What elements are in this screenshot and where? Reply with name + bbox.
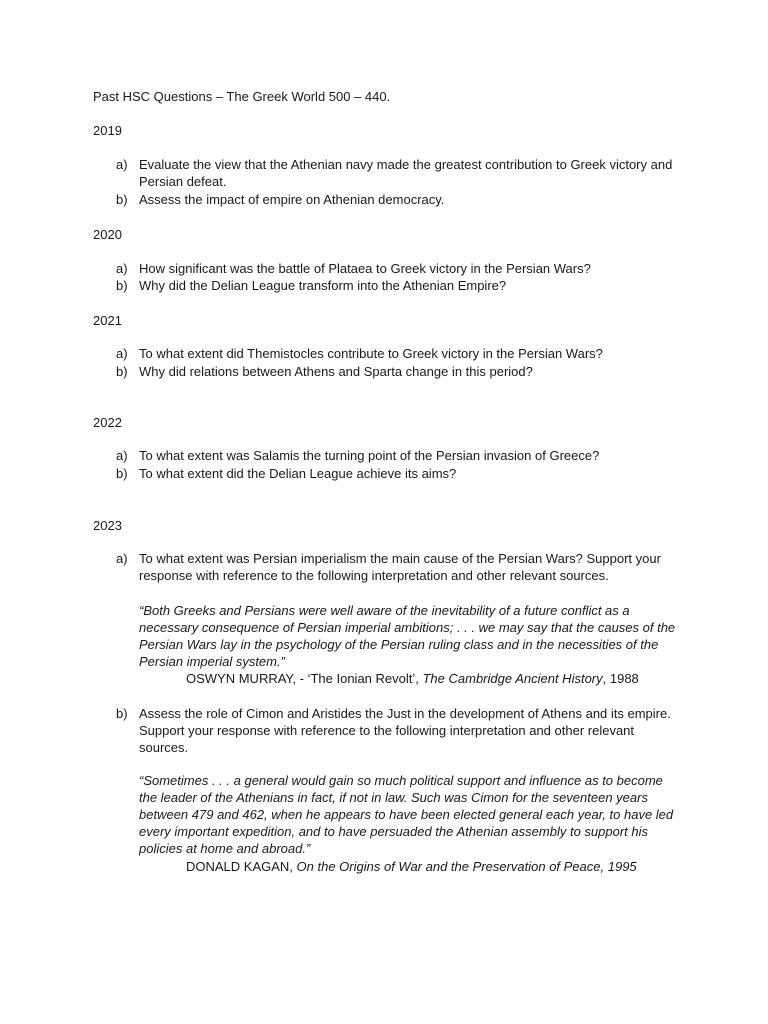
question-2021-a [116, 345, 676, 362]
year-heading-2020: 2020 [93, 227, 122, 242]
citation-work: The Cambridge Ancient History [422, 671, 603, 686]
question-label: b) [116, 466, 128, 481]
question-label: b) [116, 278, 128, 293]
question-2019-b [116, 191, 676, 208]
year-heading-2019: 2019 [93, 123, 122, 138]
question-2020-a [116, 260, 676, 277]
question-2022-b [116, 465, 676, 482]
source-quote-kagan: “Sometimes . . . a general would gain so much political support and influence as to become the leader of the Athenians in fact, if not in law. Such was Cimon for the seventeen years between 479 and 462, when he appears to have been elected general each year, to have led every important expedition, and to have persuaded the Athenian assembly to support his policies at home and abroad.” [139, 773, 674, 856]
citation-year: , 1988 [602, 671, 639, 686]
question-2020-b [116, 277, 676, 294]
source-citation-murray [186, 670, 706, 687]
question-text: Evaluate the view that the Athenian navy made the greatest contribution to Greek victory and Persian defeat. [139, 157, 673, 189]
question-text: Assess the impact of empire on Athenian democracy. [139, 192, 445, 207]
citation-author: DONALD KAGAN, [186, 859, 297, 874]
question-label: a) [116, 551, 128, 566]
question-2023-a [116, 550, 676, 584]
question-text: To what extent was Persian imperialism the main cause of the Persian Wars? Support your response with reference to the following interpretation and other relevant sources. [139, 551, 661, 583]
question-2021-b [116, 363, 676, 380]
question-text: Assess the role of Cimon and Aristides the Just in the development of Athens and its empire. Support your response with reference to the following interpretation and other relevant sources. [139, 706, 671, 755]
source-quote-murray: “Both Greeks and Persians were well aware of the inevitability of a future conflict as a necessary consequence of Persian imperial ambitions; . . . we may say that the causes of the Persian Wars lay in the psychology of the Persian ruling class and in the necessities of the Persian imperial system.” [139, 603, 676, 669]
question-label: b) [116, 192, 128, 207]
citation-author: OSWYN MURRAY, - ‘The Ionian Revolt’, [186, 671, 423, 686]
page-title: Past HSC Questions – The Greek World 500 – 440. [93, 89, 391, 104]
question-text: To what extent was Salamis the turning point of the Persian invasion of Greece? [139, 448, 600, 463]
year-heading-2021: 2021 [93, 313, 122, 328]
question-label: a) [116, 346, 128, 361]
question-text: How significant was the battle of Plataea to Greek victory in the Persian Wars? [139, 261, 591, 276]
question-text: To what extent did Themistocles contribute to Greek victory in the Persian Wars? [139, 346, 603, 361]
question-2022-a [116, 447, 676, 464]
question-label: b) [116, 706, 128, 721]
question-text: Why did the Delian League transform into the Athenian Empire? [139, 278, 507, 293]
source-citation-kagan [186, 858, 706, 875]
year-heading-2022: 2022 [93, 415, 122, 430]
question-label: b) [116, 364, 128, 379]
question-label: a) [116, 261, 128, 276]
question-text: To what extent did the Delian League achieve its aims? [139, 466, 457, 481]
question-2023-b [116, 705, 676, 756]
question-2019-a [116, 156, 676, 190]
question-label: a) [116, 448, 128, 463]
year-heading-2023: 2023 [93, 518, 122, 533]
question-label: a) [116, 157, 128, 172]
question-text: Why did relations between Athens and Sparta change in this period? [139, 364, 533, 379]
citation-work: On the Origins of War and the Preservation of Peace, 1995 [296, 859, 637, 874]
